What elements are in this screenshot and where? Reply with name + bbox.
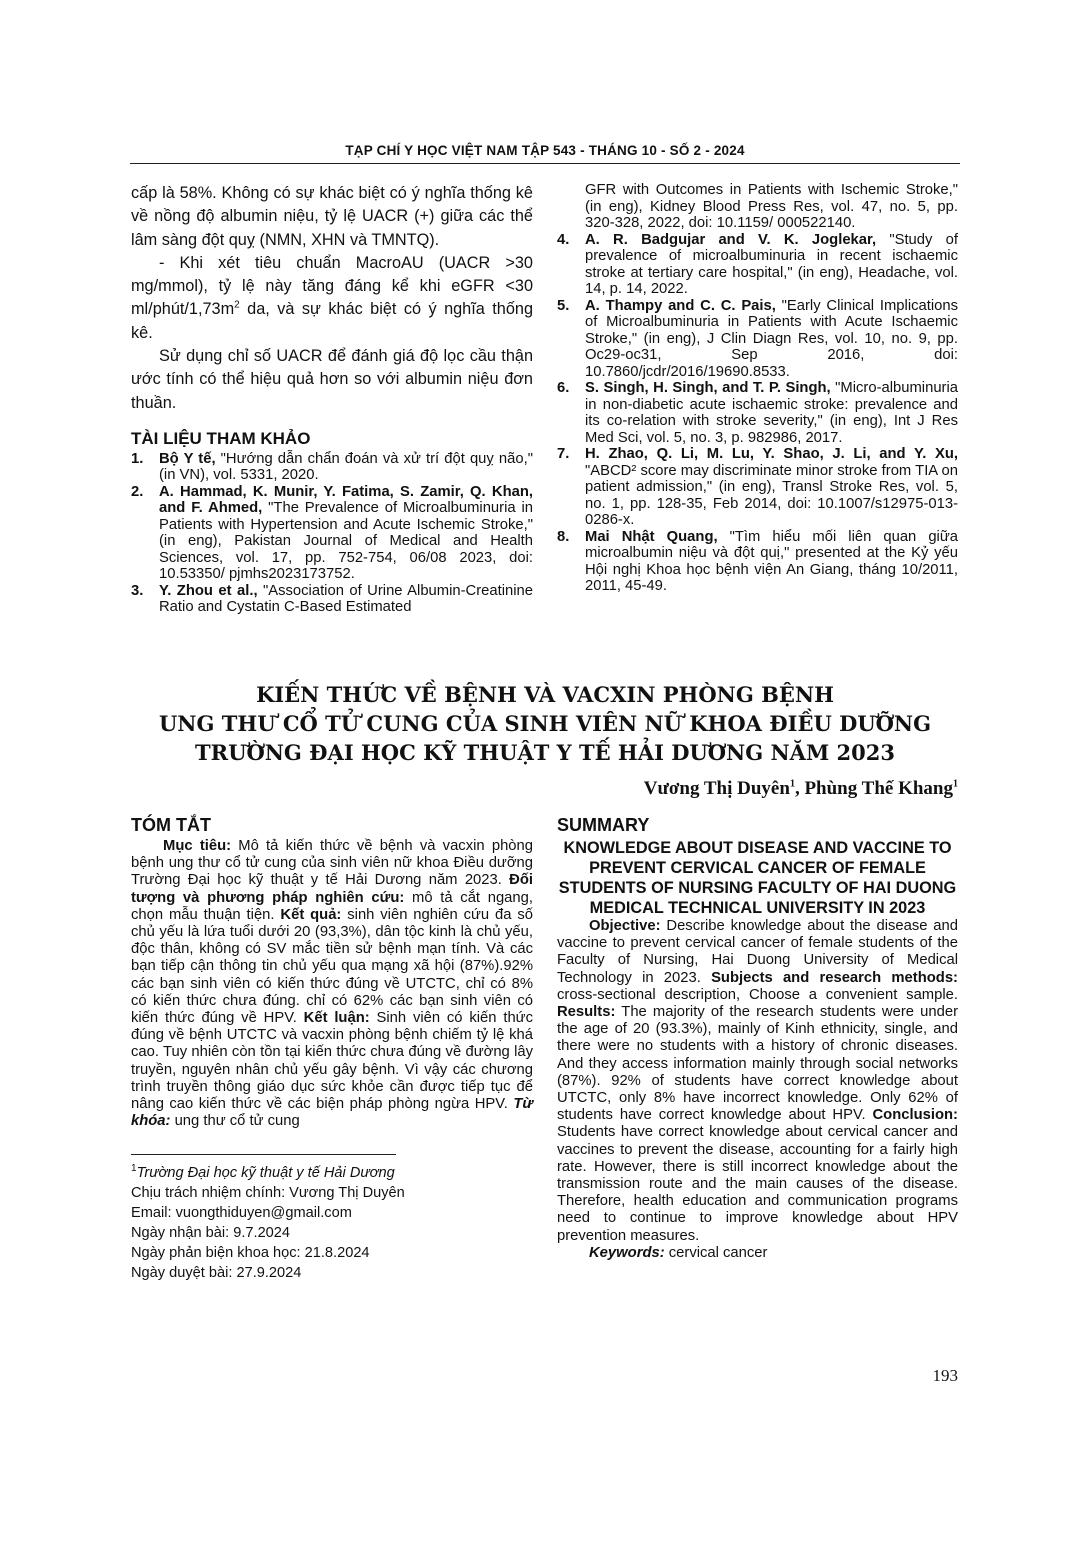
- summary-label: Results:: [557, 1004, 616, 1021]
- keywords-value: ung thư cổ tử cung: [170, 1113, 300, 1130]
- article-title-line: KIẾN THỨC VỀ BỆNH VÀ VACXIN PHÒNG BỆNH: [256, 682, 834, 707]
- header-rule: [130, 163, 960, 164]
- article-authors: [644, 778, 958, 800]
- abstract-label: Kết quả:: [280, 906, 342, 923]
- previous-article-conclusion: [131, 182, 533, 616]
- conclusion-p2-text-after: da, và sự khác biệt có ý nghĩa thống kê.: [131, 300, 533, 342]
- keywords-value: cervical cancer: [664, 1244, 768, 1261]
- footnote-reviewed: Ngày phản biện khoa học: 21.8.2024: [131, 1245, 370, 1262]
- abstract-vietnamese: [131, 815, 533, 1283]
- reference-authors: Bộ Y tế,: [159, 450, 216, 467]
- conclusion-p2-sup: 2: [234, 300, 240, 312]
- footnote-responsible: Chịu trách nhiệm chính: Vương Thị Duyên: [131, 1185, 405, 1202]
- reference-authors: S. Singh, H. Singh, and T. P. Singh,: [585, 380, 831, 396]
- footnote-sup: 1: [131, 1163, 137, 1175]
- reference-text: "ABCD² score may discriminate minor stroke from TIA on patient admission," (in eng), Transl Stroke Res, vol. 5, no. 1, pp. 128-35, Feb 2014, doi: 10.1007/s12975-013-0286-x.: [585, 462, 958, 528]
- summary-segment: Describe knowledge about the disease and vaccine to prevent cervical cancer of female students of the Faculty of Nursing, Hai Duong University of Medical Technology in 2023.: [557, 918, 958, 986]
- reference-number: 5.: [557, 297, 570, 314]
- article-title-line: TRƯỜNG ĐẠI HỌC KỸ THUẬT Y TẾ HẢI DƯƠNG NĂM 2023: [195, 740, 895, 765]
- reference-item: [557, 232, 958, 298]
- summary-label: Objective:: [589, 918, 661, 934]
- reference-item: [557, 529, 958, 595]
- abstract-text: [131, 838, 533, 1130]
- article-title-line: UNG THƯ CỔ TỬ CUNG CỦA SINH VIÊN NỮ KHOA ĐIỀU DƯỠNG: [158, 711, 932, 736]
- reference-authors: A. Hammad, K. Munir, Y. Fatima, S. Zamir, Q. Khan, and F. Ahmed,: [159, 483, 533, 517]
- author-name: Phùng Thế Khang: [804, 778, 953, 799]
- reference-number: 4.: [557, 231, 570, 248]
- footnote-rule: [131, 1154, 396, 1155]
- abstract-english: [557, 815, 958, 1262]
- abstract-segment: Mô tả kiến thức về bệnh và vacxin phòng bệnh ung thư cổ tử cung của sinh viên nữ khoa Điều dưỡng Trường Đại học kỹ thuật y tế Hải Dương năm 2023.: [131, 838, 533, 889]
- reference-number: 2.: [131, 483, 144, 500]
- reference-number: 8.: [557, 528, 570, 545]
- reference-number: 1.: [131, 450, 144, 467]
- abstract-label: Đối tượng và phương pháp nghiên cứu:: [131, 872, 533, 906]
- keywords-label: Keywords:: [589, 1244, 665, 1261]
- reference-item: [131, 451, 533, 484]
- reference-text: "Study of prevalence of microalbuminuria in recent ischaemic stroke at tertiary care hospital," (in eng), Headache, vol. 14, p. 14, 2022.: [585, 231, 958, 297]
- reference-authors: A. R. Badgujar and V. K. Joglekar,: [585, 231, 877, 248]
- summary-segment: cross-sectional description, Choose a convenient sample.: [557, 986, 958, 1003]
- conclusion-paragraph-3: Sử dụng chỉ số UACR để đánh giá độ lọc cầu thận ước tính có thể hiệu quả hơn so với albumin niệu đơn thuần.: [131, 347, 533, 412]
- reference-text: "The Prevalence of Microalbuminuria in Patients with Hypertension and Acute Ischemic Stroke," (in eng), Pakistan Journal of Medical and Health Sciences, vol. 17, pp. 752-754, 06/08 2023, doi: 10.53350/ pjmhs2023173752.: [159, 500, 533, 583]
- reference-text: "Micro-albuminuria in non-diabetic acute ischaemic stroke: prevalence and its co-relation with stroke severity," (in eng), Int J Res Med Sci, vol. 5, no. 3, p. 982986, 2017.: [585, 380, 958, 446]
- reference-item: [557, 298, 958, 381]
- reference-item: [131, 583, 533, 616]
- references-continued: [557, 182, 958, 595]
- english-title: KNOWLEDGE ABOUT DISEASE AND VACCINE TO PREVENT CERVICAL CANCER OF FEMALE STUDENTS OF NURSING FACULTY OF HAI DUONG MEDICAL TECHNICAL UNIVERSITY IN 2023: [558, 839, 957, 917]
- abstract-segment: mô tả cắt ngang, chọn mẫu thuận tiện.: [131, 889, 533, 923]
- summary-keywords: [557, 1245, 958, 1262]
- author-affiliation-sup: 1: [953, 778, 958, 790]
- article-title: [130, 680, 960, 767]
- reference-text: "Association of Urine Albumin-Creatinine Ratio and Cystatin C-Based Estimated: [159, 582, 533, 616]
- reference-authors: Mai Nhật Quang,: [585, 528, 718, 545]
- reference-authors: A. Thampy and C. C. Pais,: [585, 297, 776, 314]
- abstract-label: Mục tiêu:: [163, 838, 232, 854]
- page-number: 193: [932, 1366, 958, 1385]
- reference-authors: Y. Zhou et al.,: [159, 582, 258, 599]
- abstract-label: Kết luận:: [303, 1010, 370, 1027]
- author-separator: ,: [794, 778, 805, 799]
- reference-continuation: GFR with Outcomes in Patients with Ischemic Stroke," (in eng), Kidney Blood Press Res, vol. 47, no. 5, pp. 320-328, 2022, doi: 10.1159/ 000522140.: [585, 182, 958, 231]
- summary-text: [557, 918, 958, 1245]
- references-heading: TÀI LIỆU THAM KHẢO: [131, 428, 311, 448]
- reference-number: 3.: [131, 582, 144, 599]
- conclusion-paragraph-1: cấp là 58%. Không có sự khác biệt có ý nghĩa thống kê về nồng độ albumin niệu, tỷ lệ UACR (+) giữa các thể lâm sàng đột quỵ (NMN, XHN và TMNTQ).: [131, 184, 533, 249]
- summary-label: Subjects and research methods:: [711, 969, 958, 986]
- reference-text: "Hướng dẫn chẩn đoán và xử trí đột quỵ não," (in VN), vol. 5331, 2020.: [159, 450, 533, 484]
- keywords-label: Từ khóa:: [131, 1096, 533, 1130]
- reference-item: [557, 380, 958, 446]
- summary-segment: Students have correct knowledge about cervical cancer and vaccines to prevent the disease, accounting for a fairly high rate. However, there is still incorrect knowledge about the transmission route and the main causes of the disease. Therefore, health education and communication programs need to continue to improve knowledge about HPV prevention measures.: [557, 1124, 958, 1244]
- conclusion-p2-text: - Khi xét tiêu chuẩn MacroAU (UACR >30 mg/mmol), tỷ lệ này tăng đáng kể khi eGFR <30 ml/phút/1,73m: [131, 253, 533, 319]
- conclusion-paragraph-2: [131, 252, 533, 345]
- reference-number: 7.: [557, 446, 570, 462]
- reference-item: [131, 484, 533, 583]
- summary-heading: SUMMARY: [557, 815, 650, 835]
- abstract-heading: TÓM TẮT: [131, 815, 211, 835]
- author-name: Vương Thị Duyên: [643, 778, 790, 799]
- reference-item: [557, 446, 958, 529]
- reference-text: "Early Clinical Implications of Microalbuminuria in Patients with Acute Ischaemic Stroke," (in eng), J Clin Diagn Res, vol. 10, no. 9, pp. Oc29-oc31, Sep 2016, doi: 10.7860/jcdr/2016/19690.8533.: [585, 297, 958, 380]
- footnote-affiliation: [131, 1163, 533, 1183]
- summary-label: Conclusion:: [872, 1107, 958, 1124]
- footnote-affiliation-text: Trường Đại học kỹ thuật y tế Hải Dương: [136, 1165, 395, 1182]
- abstract-segment: sinh viên nghiên cứu đa số chủ yếu là lứa tuổi dưới 20 (93,3%), dân tộc kinh là chủ yếu, độc thân, không có SV mắc tiền sử bệnh mạn tính. Và các bạn tiếp cận thông tin chủ yếu qua mạng xã hội (87%).92% các bạn sinh viên có kiến thức đúng về UTCTC, chỉ có 8% có kiến thức chưa đúng. chỉ có 62% các bạn sinh viên có kiến thức đúng về HPV.: [131, 906, 534, 1027]
- reference-number: 6.: [557, 380, 570, 396]
- author-affiliation-sup: 1: [789, 778, 795, 790]
- reference-text: "Tìm hiểu mối liên quan giữa microalbumin niệu và đột quị," presented at the Kỷ yếu Hội nghị Khoa học bệnh viện An Giang, tháng 10/2011, 2011, 45-49.: [585, 528, 958, 594]
- summary-segment: The majority of the research students were under the age of 20 (93.3%), mainly of Kinh ethnicity, single, and there were no students with a history of chronic diseases. And they access information mainly through social networks (87%). 92% of students have correct knowledge about UTCTC, only 8% have incorrect knowledge. Only 62% of students have correct knowledge about HPV.: [557, 1004, 958, 1124]
- running-header: TẠP CHÍ Y HỌC VIỆT NAM TẬP 543 - THÁNG 10 - SỐ 2 - 2024: [345, 143, 745, 158]
- abstract-segment: Sinh viên có kiến thức đúng về bệnh UTCTC và vacxin phòng bệnh chiếm tỷ lệ khá cao. Tuy nhiên còn tồn tại kiến thức chưa đúng về đường lây truyền, nguyên nhân chủ yếu gây bệnh. Vì vậy các chương trình truyền thông giáo dục sức khỏe cần được tiếp tục để nâng cao kiến thức về các biện pháp phòng ngừa HPV.: [131, 1010, 533, 1113]
- footnote-approved: Ngày duyệt bài: 27.9.2024: [131, 1265, 302, 1282]
- footnote-received: Ngày nhận bài: 9.7.2024: [131, 1225, 291, 1242]
- footnote-email: Email: vuongthiduyen@gmail.com: [131, 1205, 352, 1222]
- reference-authors: H. Zhao, Q. Li, M. Lu, Y. Shao, J. Li, and Y. Xu,: [585, 446, 958, 462]
